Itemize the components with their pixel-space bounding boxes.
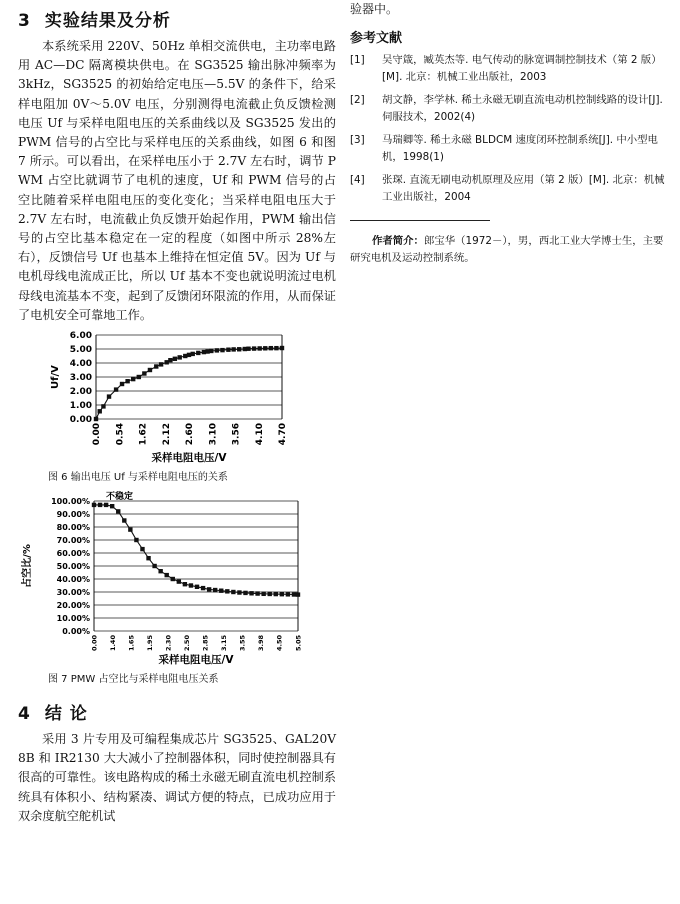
data-point bbox=[142, 371, 146, 375]
data-point bbox=[146, 556, 150, 560]
references-title: 参考文献 bbox=[350, 31, 403, 46]
data-point bbox=[114, 387, 118, 391]
x-tick-label: 2.50 bbox=[183, 635, 192, 652]
y-tick-label: 40.00% bbox=[56, 575, 90, 585]
data-point bbox=[237, 590, 241, 594]
bio-divider bbox=[350, 220, 490, 221]
data-point bbox=[122, 518, 126, 522]
figure-7-chart bbox=[18, 487, 336, 669]
y-tick-label: 1.00 bbox=[69, 401, 92, 412]
data-point bbox=[125, 379, 129, 383]
data-point bbox=[231, 590, 235, 594]
data-point bbox=[249, 591, 253, 595]
data-point bbox=[177, 579, 181, 583]
figure-7-caption: 图 7 PMW 占空比与采样电阻电压关系 bbox=[48, 674, 219, 686]
author-bio bbox=[350, 233, 668, 267]
data-point bbox=[225, 589, 229, 593]
data-point bbox=[280, 346, 284, 350]
data-point bbox=[219, 589, 223, 593]
reference-item bbox=[350, 52, 668, 86]
reference-item bbox=[350, 92, 668, 126]
figure-6-chart bbox=[18, 329, 336, 467]
y-tick-label: 2.00 bbox=[69, 387, 92, 398]
continued-text: 验器中。 bbox=[350, 2, 399, 16]
section-number: 4 bbox=[18, 704, 31, 725]
x-tick-label: 1.65 bbox=[127, 635, 136, 652]
data-point bbox=[159, 362, 163, 366]
section-4-paragraph: 采用 3 片专用及可编程集成芯片 SG3525、GAL20V8B 和 IR2130 大大减小了控制器体积，同时使控制器具有很高的可靠性。该电路构成的稀土永磁无刷直流电机控制系统具有体积小、结构紧凑、调试方便的特点，已成功应用于双余度航空舵机试 bbox=[18, 732, 336, 823]
data-point bbox=[171, 577, 175, 581]
data-point bbox=[263, 346, 267, 350]
y-tick-label: 10.00% bbox=[56, 614, 90, 624]
data-point bbox=[286, 592, 290, 596]
x-tick-label: 3.15 bbox=[220, 635, 229, 652]
data-point bbox=[178, 355, 182, 359]
x-tick-label: 3.10 bbox=[208, 423, 219, 446]
data-point bbox=[226, 348, 230, 352]
figure-6-caption: 图 6 输出电压 Uf 与采样电阻电压的关系 bbox=[48, 472, 228, 484]
y-tick-label: 3.00 bbox=[69, 373, 92, 384]
data-point bbox=[280, 592, 284, 596]
section-4-heading bbox=[18, 699, 336, 724]
data-point bbox=[207, 587, 211, 591]
data-point bbox=[209, 349, 213, 353]
reference-text: 马瑞卿等. 稀土永磁 BLDCM 速度闭环控制系统[J]. 中小型电机，1998(1) bbox=[382, 134, 658, 163]
data-point bbox=[140, 547, 144, 551]
data-point bbox=[165, 573, 169, 577]
data-point bbox=[201, 586, 205, 590]
y-axis-label: Uf/V bbox=[50, 365, 61, 389]
data-point bbox=[196, 351, 200, 355]
y-tick-label: 4.00 bbox=[69, 359, 92, 370]
y-tick-label: 0.00% bbox=[62, 627, 90, 637]
y-tick-label: 60.00% bbox=[56, 549, 90, 559]
reference-item bbox=[350, 172, 668, 206]
section-3-paragraph: 本系统采用 220V、50Hz 单相交流供电，主功率电路用 AC—DC 隔离模块供电。在 SG3525 输出脉冲频率为 3kHz，SG3525 的初始给定电压—5.5V 的条件下，给采样电阻加 0V～5.0V 电压，分别测得电流截止负反馈检测电压 Uf 与采样电阻电压的关系曲线以及 SG3525 发出的 PWM 信号的占空比与采样电压的关系曲线，如图 6 和图 7 所示。可以看出，在采样电压小于 2.7V 左右时，调节 PWM 占空比就调节了电机的速度，Uf 和 PWM 信号的占空比随着采样电阻电压的变化变化；当采样电阻电压大于 2.7V 左右时，电流截止负反馈开始起作用，PWM 输出信号的占空比基本稳定在一定的程度（如图中所示 28%左右），反馈信号 Uf 也基本上维持在恒定值 5V。因为 Uf 与电机母线电流成正比，所以 Uf 基本不变也就说明流过电机母线电流基本不变，起到了反馈闭环限流的作用，从而保证了电机安全可靠地工作。 bbox=[18, 39, 336, 322]
x-tick-label: 2.12 bbox=[161, 423, 172, 446]
reference-item bbox=[350, 132, 668, 166]
reference-number: [2] bbox=[350, 94, 365, 106]
data-point bbox=[189, 583, 193, 587]
data-point bbox=[269, 346, 273, 350]
left-column bbox=[18, 6, 336, 826]
data-point bbox=[148, 368, 152, 372]
data-point bbox=[154, 364, 158, 368]
y-axis-label: 占空比/% bbox=[22, 544, 33, 588]
x-axis-label: 采样电阻电压/V bbox=[151, 452, 227, 465]
data-point bbox=[296, 592, 300, 596]
data-point bbox=[168, 358, 172, 362]
data-point bbox=[128, 527, 132, 531]
x-tick-label: 4.10 bbox=[254, 423, 265, 446]
data-point bbox=[257, 346, 261, 350]
data-point bbox=[191, 352, 195, 356]
data-point bbox=[134, 538, 138, 542]
data-point bbox=[98, 409, 102, 413]
reference-number: [1] bbox=[350, 54, 365, 66]
data-point bbox=[274, 592, 278, 596]
y-tick-label: 70.00% bbox=[56, 536, 90, 546]
data-point bbox=[215, 348, 219, 352]
x-tick-label: 1.40 bbox=[108, 635, 117, 652]
reference-number: [4] bbox=[350, 174, 365, 186]
reference-number: [3] bbox=[350, 134, 365, 146]
bio-text: 郎宝华（1972－），男，西北工业大学博士生，主要研究电机及运动控制系统。 bbox=[350, 235, 664, 264]
section-title: 实验结果及分析 bbox=[44, 11, 171, 31]
figure-7 bbox=[18, 487, 336, 685]
data-point bbox=[246, 347, 250, 351]
x-tick-label: 3.56 bbox=[231, 423, 242, 446]
data-point bbox=[116, 509, 120, 513]
data-point bbox=[94, 417, 98, 421]
data-point bbox=[220, 348, 224, 352]
reference-text: 张琛. 直流无刷电动机原理及应用（第 2 版）[M]. 北京：机械工业出版社，2004 bbox=[382, 174, 665, 203]
data-point bbox=[243, 591, 247, 595]
y-tick-label: 80.00% bbox=[56, 523, 90, 533]
x-tick-label: 0.00 bbox=[90, 635, 99, 652]
x-tick-label: 1.95 bbox=[145, 635, 154, 652]
data-point bbox=[98, 503, 102, 507]
x-tick-label: 3.55 bbox=[238, 635, 247, 652]
data-point bbox=[107, 394, 111, 398]
x-tick-label: 2.30 bbox=[164, 635, 173, 652]
y-tick-label: 5.00 bbox=[69, 345, 92, 356]
x-axis-label: 采样电阻电压/V bbox=[158, 654, 234, 667]
data-point bbox=[131, 377, 135, 381]
x-tick-label: 4.70 bbox=[278, 423, 289, 446]
y-tick-label: 30.00% bbox=[56, 588, 90, 598]
data-point bbox=[261, 592, 265, 596]
data-point bbox=[104, 503, 108, 507]
figure-6 bbox=[18, 329, 336, 483]
data-point bbox=[274, 346, 278, 350]
x-tick-label: 2.60 bbox=[185, 423, 196, 446]
data-point bbox=[292, 592, 296, 596]
x-tick-label: 2.85 bbox=[201, 635, 210, 652]
data-point bbox=[173, 357, 177, 361]
y-tick-label: 50.00% bbox=[56, 562, 90, 572]
data-point bbox=[213, 588, 217, 592]
x-tick-label: 4.50 bbox=[275, 635, 284, 652]
data-point bbox=[152, 564, 156, 568]
data-point bbox=[252, 346, 256, 350]
data-point bbox=[120, 382, 124, 386]
data-point bbox=[237, 347, 241, 351]
section-title: 结 论 bbox=[44, 704, 88, 725]
data-point bbox=[183, 582, 187, 586]
x-tick-label: 5.05 bbox=[294, 635, 303, 652]
data-point bbox=[231, 347, 235, 351]
y-tick-label: 0.00 bbox=[69, 415, 92, 426]
reference-text: 胡文静，李学林. 稀土永磁无刷直流电动机控制线路的设计[J]. 伺服技术，2002(4) bbox=[382, 94, 663, 123]
x-tick-label: 0.54 bbox=[115, 423, 126, 446]
bio-label: 作者简介： bbox=[372, 235, 424, 247]
y-tick-label: 20.00% bbox=[56, 601, 90, 611]
x-tick-label: 1.62 bbox=[138, 423, 149, 446]
right-column bbox=[350, 0, 668, 267]
section-3-heading bbox=[18, 6, 336, 31]
y-tick-label: 90.00% bbox=[56, 510, 90, 520]
data-point bbox=[101, 404, 105, 408]
y-tick-label: 6.00 bbox=[69, 331, 92, 342]
reference-list bbox=[350, 52, 668, 206]
data-point bbox=[158, 569, 162, 573]
data-point bbox=[110, 504, 114, 508]
chart-annotation: 不稳定 bbox=[106, 492, 134, 503]
data-point bbox=[195, 585, 199, 589]
section-number: 3 bbox=[18, 11, 31, 31]
data-point bbox=[268, 592, 272, 596]
data-point bbox=[137, 375, 141, 379]
reference-text: 吴守箴，臧英杰等. 电气传动的脉宽调制控制技术（第 2 版）[M]. 北京：机械工业出版社，2003 bbox=[382, 54, 662, 83]
data-point bbox=[255, 591, 259, 595]
data-point bbox=[92, 503, 96, 507]
x-tick-label: 3.98 bbox=[257, 635, 266, 652]
y-tick-label: 100.00% bbox=[51, 497, 90, 507]
x-tick-label: 0.00 bbox=[92, 423, 103, 446]
